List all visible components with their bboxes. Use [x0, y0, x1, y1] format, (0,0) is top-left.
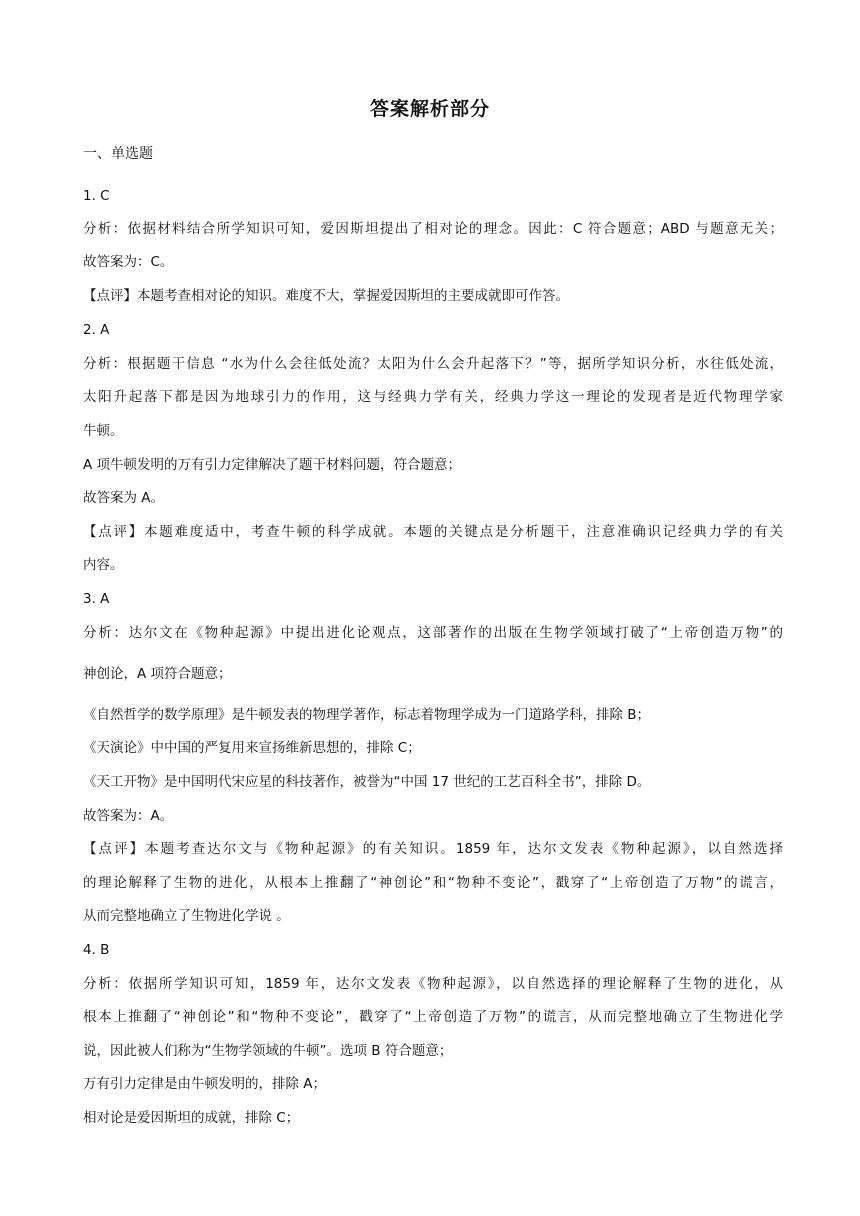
answer-3-number: 3. A — [83, 591, 110, 607]
answer-4-number: 4. B — [83, 942, 110, 958]
answer-2-comment-line: 【点评】本题难度适中，考查牛顿的科学成就。本题的关键点是分析题干，注意准确识记经典力学的有关 — [83, 524, 783, 540]
answer-3-analysis-line: 神创论，A 项符合题意； — [83, 666, 232, 682]
answer-3-conclusion: 故答案为：A。 — [83, 808, 174, 824]
answer-1-conclusion: 故答案为：C。 — [83, 254, 174, 270]
answer-1-number: 1. C — [83, 188, 110, 204]
answer-1-comment: 【点评】本题考查相对论的知识。难度不大，掌握爱因斯坦的主要成就即可作答。 — [83, 288, 569, 304]
answer-3-analysis-line: 分析：达尔文在《物种起源》中提出进化论观点，这部著作的出版在生物学领域打破了“上帝创造万物”的 — [83, 625, 783, 641]
answer-4-analysis-line: 分析：依据所学知识可知，1859 年，达尔文发表《物种起源》，以自然选择的理论解释了生物的进化，从 — [83, 976, 783, 992]
answer-1-analysis: 分析：依据材料结合所学知识可知，爱因斯坦提出了相对论的理念。因此：C 符合题意；ABD 与题意无关； — [83, 221, 783, 237]
answer-2-analysis-line: 太阳升起落下都是因为地球引力的作用，这与经典力学有关，经典力学这一理论的发现者是近代物理学家 — [83, 389, 783, 405]
answer-4-exclusion-a: 万有引力定律是由牛顿发明的，排除 A； — [83, 1076, 327, 1092]
answer-3-comment-line: 从而完整地确立了生物进化学说 。 — [83, 908, 290, 924]
answer-3-exclusion-d: 《天工开物》是中国明代宋应星的科技著作，被誉为“中国 17 世纪的工艺百科全书”，排除 D。 — [83, 774, 651, 790]
answer-2-conclusion: 故答案为 A。 — [83, 490, 165, 506]
answer-2-analysis-line: 牛顿。 — [83, 423, 124, 439]
answer-3-exclusion-c: 《天演论》中中国的严复用来宣扬维新思想的，排除 C； — [83, 740, 421, 756]
answer-3-exclusion-b: 《自然哲学的数学原理》是牛顿发表的物理学著作，标志着物理学成为一门道路学科，排除 B； — [83, 707, 651, 723]
answer-4-analysis-line: 说，因此被人们称为“生物学领域的牛顿”。选项 B 符合题意； — [83, 1043, 453, 1059]
answer-2-analysis-line: 分析：根据题干信息 “水为什么会往低处流？太阳为什么会升起落下？”等，据所学知识分析，水往低处流， — [83, 356, 783, 372]
answer-2-comment-line: 内容。 — [83, 557, 124, 573]
answer-3-comment-line: 【点评】本题考查达尔文与《物种起源》的有关知识。1859 年，达尔文发表《物种起源》，以自然选择 — [83, 841, 783, 857]
page-title: 答案解析部分 — [369, 98, 490, 120]
answer-3-comment-line: 的理论解释了生物的进化，从根本上推翻了“神创论”和“物种不变论”，戳穿了“上帝创造了万物”的谎言， — [83, 875, 783, 891]
answer-2-number: 2. A — [83, 322, 110, 338]
answer-2-option-note: A 项牛顿发明的万有引力定律解决了题干材料问题，符合题意； — [83, 457, 462, 473]
section-heading: 一、单选题 — [83, 146, 153, 162]
answer-4-exclusion-c: 相对论是爱因斯坦的成就，排除 C； — [83, 1110, 300, 1126]
answer-4-analysis-line: 根本上推翻了“神创论”和“物种不变论”，戳穿了“上帝创造了万物”的谎言，从而完整地确立了生物进化学 — [83, 1009, 783, 1025]
